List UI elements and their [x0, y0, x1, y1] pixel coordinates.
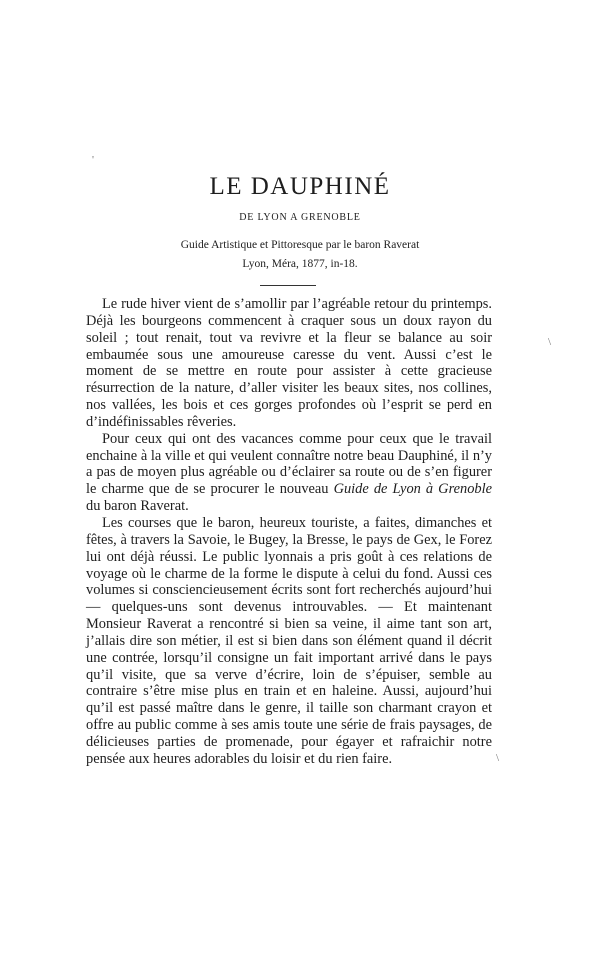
page-subtitle: DE LYON A GRENOBLE	[239, 212, 361, 223]
book-citation	[0, 236, 600, 274]
stray-mark: \	[496, 752, 500, 764]
paragraph-3: Les courses que le baron, heureux touriste, a faites, dimanches et fêtes, à travers la Savoie, le Bugey, la Bresse, le pays de Gex, le Forez lui ont déjà réussi. Le public lyonnais a pris goût à ces relations de voyage où le charme de la forme le dispute à celui du fond. Aussi ces volumes si consciencieusement écrits sont fort recherchés aujourd’hui — quelques-uns sont devenus introuvables. — Et maintenant Monsieur Raverat a rencontré si bien sa veine, il aime tant son art, j’allais dire son métier, il est si bien dans son élément quand il décrit une contrée, lorsqu’il consigne un fait important arrivé dans le pays qu’il visite, que sa verve d’écrire, loin de s’épuiser, semble au contraire s’être mise plus en train et en haleine. Aussi, aujourd’hui qu’il est passé maître dans le genre, il taille son charmant crayon et offre au public comme à ses amis toute une série de frais paysages, de délicieuses parties de promenade, pour égayer et rafraichir notre pensée aux heures adorables du loisir et du rien faire.	[86, 514, 492, 767]
article-body	[86, 296, 492, 768]
guide-title: Guide de Lyon à Grenoble	[333, 481, 493, 498]
citation-line-1: Guide Artistique et Pittoresque par le baron Raverat	[180, 239, 420, 251]
stray-mark: \	[548, 336, 552, 348]
citation-line-2: Lyon, Méra, 1877, in-18.	[242, 258, 358, 270]
paragraph-2-text-a: Pour ceux qui ont des vacances comme pour ceux que le travail enchaine à la ville et qui veulent connaître notre beau Dauphiné, il n’y a pas de moyen plus agréable ou d’éclairer sa route ou de s’en figurer le charme que de se procurer le nouveau	[86, 430, 492, 498]
separator-rule	[260, 285, 316, 286]
paragraph-2-text-b: du baron Raverat.	[86, 498, 189, 515]
page-title: LE DAUPHINÉ	[209, 173, 391, 200]
stray-mark: '	[92, 154, 94, 166]
paragraph-2	[86, 431, 492, 515]
paragraph-1: Le rude hiver vient de s’amollir par l’agréable retour du printemps. Déjà les bourgeons commencent à craquer sous un doux rayon du soleil ; tout renait, tout va revivre et la fleur se balance au soir embaumée sous une amoureuse caresse du vent. Aussi c’est le moment de se mettre en route pour assister à cette gracieuse résurrection de la nature, d’aller visiter les beaux sites, nos collines, nos vallées, les bois et ces gorges profondes où l’esprit se perd en d’indéfinissables rêveries.	[86, 296, 492, 430]
